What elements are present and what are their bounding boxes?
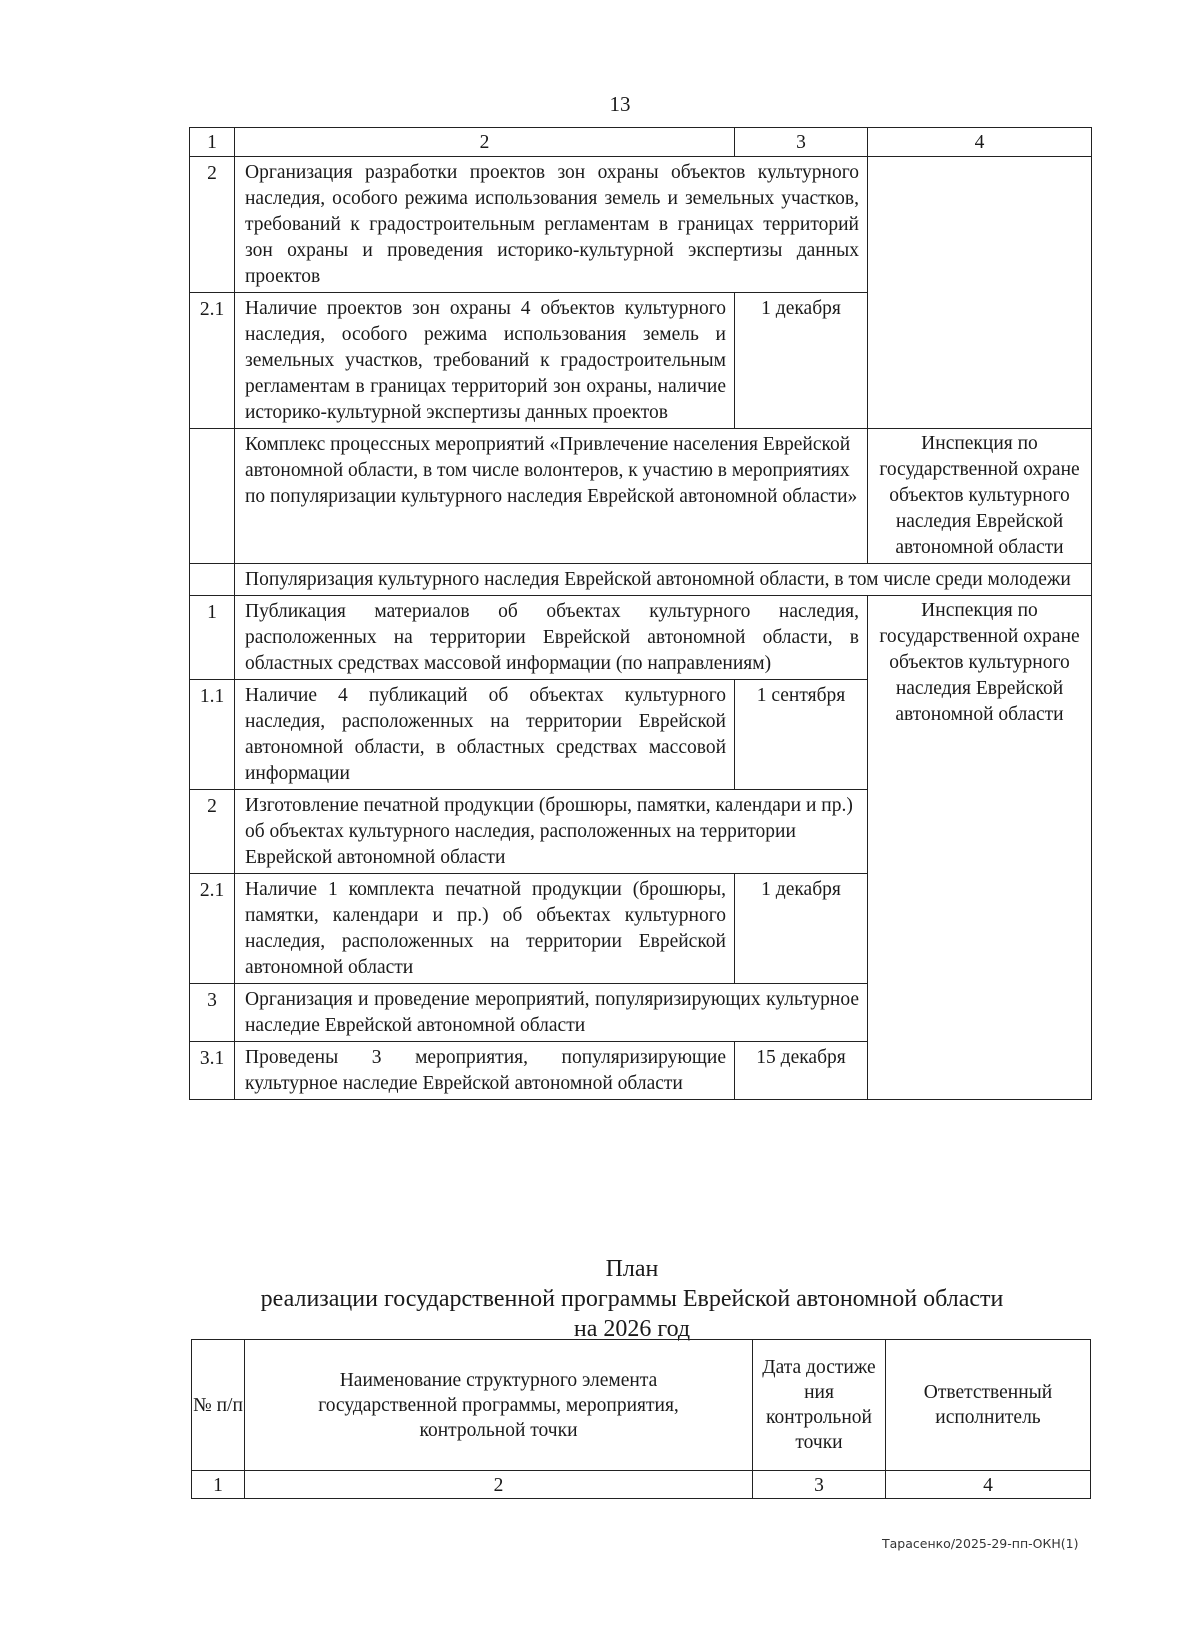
header-cell-4: 4 xyxy=(868,128,1092,157)
table-program-continuation xyxy=(189,127,1092,1100)
header-cell-2: 2 xyxy=(235,128,735,157)
row-number: 2.1 xyxy=(190,293,235,429)
numbering-cell-4: 4 xyxy=(886,1471,1091,1499)
row-text: Наличие проектов зон охраны 4 объектов культурного наследия, особого режима использования земель и земельных участков, требований к градостроительным регламентам в границах территорий зон охраны, наличие историко-культурной экспертизы данных проектов xyxy=(235,293,735,429)
row-number xyxy=(190,564,235,596)
row-text: Комплекс процессных мероприятий «Привлечение населения Еврейской автономной области, в том числе волонтеров, к участию в мероприятиях по популяризации культурного наследия Еврейской автономной области» xyxy=(235,429,868,564)
row-date: 1 декабря xyxy=(735,874,868,984)
table-plan-header xyxy=(191,1339,1091,1499)
row-number: 2 xyxy=(190,157,235,293)
table-row xyxy=(190,564,1092,596)
row-date: 1 сентября xyxy=(735,680,868,790)
header-cell-3: 3 xyxy=(735,128,868,157)
row-text: Публикация материалов об объектах культурного наследия, расположенных на территории Еврейской автономной области, в областных средствах массовой информации (по направлениям) xyxy=(235,596,868,680)
row-date: 1 декабря xyxy=(735,293,868,429)
numbering-cell-2: 2 xyxy=(245,1471,753,1499)
header-cell-1: 1 xyxy=(190,128,235,157)
responsible-cell-empty xyxy=(868,157,1092,429)
numbering-cell-1: 1 xyxy=(192,1471,245,1499)
plan-numbering-row xyxy=(192,1471,1091,1499)
row-number: 2.1 xyxy=(190,874,235,984)
plan-header-row xyxy=(192,1340,1091,1471)
col-responsible-header: Ответственный исполнитель xyxy=(886,1340,1091,1471)
table-row xyxy=(190,157,1092,293)
row-text: Популяризация культурного наследия Еврейской автономной области, в том числе среди молодежи xyxy=(235,564,1092,596)
plan-heading xyxy=(0,1254,1200,1344)
row-text: Организация разработки проектов зон охраны объектов культурного наследия, особого режима использования земель и земельных участков, требований к градостроительным регламентам в границах территорий зон охраны и проведения историко-культурной экспертизы данных проектов xyxy=(235,157,868,293)
col-date-header: Дата достиже ния контрольной точки xyxy=(753,1340,886,1471)
row-number: 1.1 xyxy=(190,680,235,790)
row-number: 1 xyxy=(190,596,235,680)
table-row xyxy=(190,429,1092,564)
row-date: 15 декабря xyxy=(735,1042,868,1100)
row-number: 3 xyxy=(190,984,235,1042)
row-number xyxy=(190,429,235,564)
row-text: Изготовление печатной продукции (брошюры, памятки, календари и пр.) об объектах культурного наследия, расположенных на территории Еврейской автономной области xyxy=(235,790,868,874)
table-row xyxy=(190,596,1092,680)
responsible-executor: Инспекция по государственной охране объектов культурного наследия Еврейской автономной области xyxy=(868,596,1092,1100)
plan-title-line1: План xyxy=(605,1256,659,1282)
document-code: Тарасенко/2025-29-пп-ОКН(1) xyxy=(882,1536,1079,1551)
numbering-cell-3: 3 xyxy=(753,1471,886,1499)
responsible-executor: Инспекция по государственной охране объектов культурного наследия Еврейской автономной области xyxy=(868,429,1092,564)
row-text: Наличие 1 комплекта печатной продукции (брошюры, памятки, календари и пр.) об объектах культурного наследия, расположенных на территории Еврейской автономной области xyxy=(235,874,735,984)
col-name-header: Наименование структурного элемента государственной программы, мероприятия, контрольной точки xyxy=(245,1340,753,1471)
col-number-header: № п/п xyxy=(192,1340,245,1471)
row-text: Наличие 4 публикаций об объектах культурного наследия, расположенных на территории Еврейской автономной области, в областных средствах массовой информации xyxy=(235,680,735,790)
row-number: 2 xyxy=(190,790,235,874)
plan-title-line2: реализации государственной программы Еврейской автономной области xyxy=(260,1286,1004,1312)
page-number: 13 xyxy=(609,92,631,116)
row-text: Организация и проведение мероприятий, популяризирующих культурное наследие Еврейской автономной области xyxy=(235,984,868,1042)
plan-title-line3: на 2026 год xyxy=(573,1316,691,1342)
table-header-row xyxy=(190,128,1092,157)
row-text: Проведены 3 мероприятия, популяризирующие культурное наследие Еврейской автономной области xyxy=(235,1042,735,1100)
row-number: 3.1 xyxy=(190,1042,235,1100)
